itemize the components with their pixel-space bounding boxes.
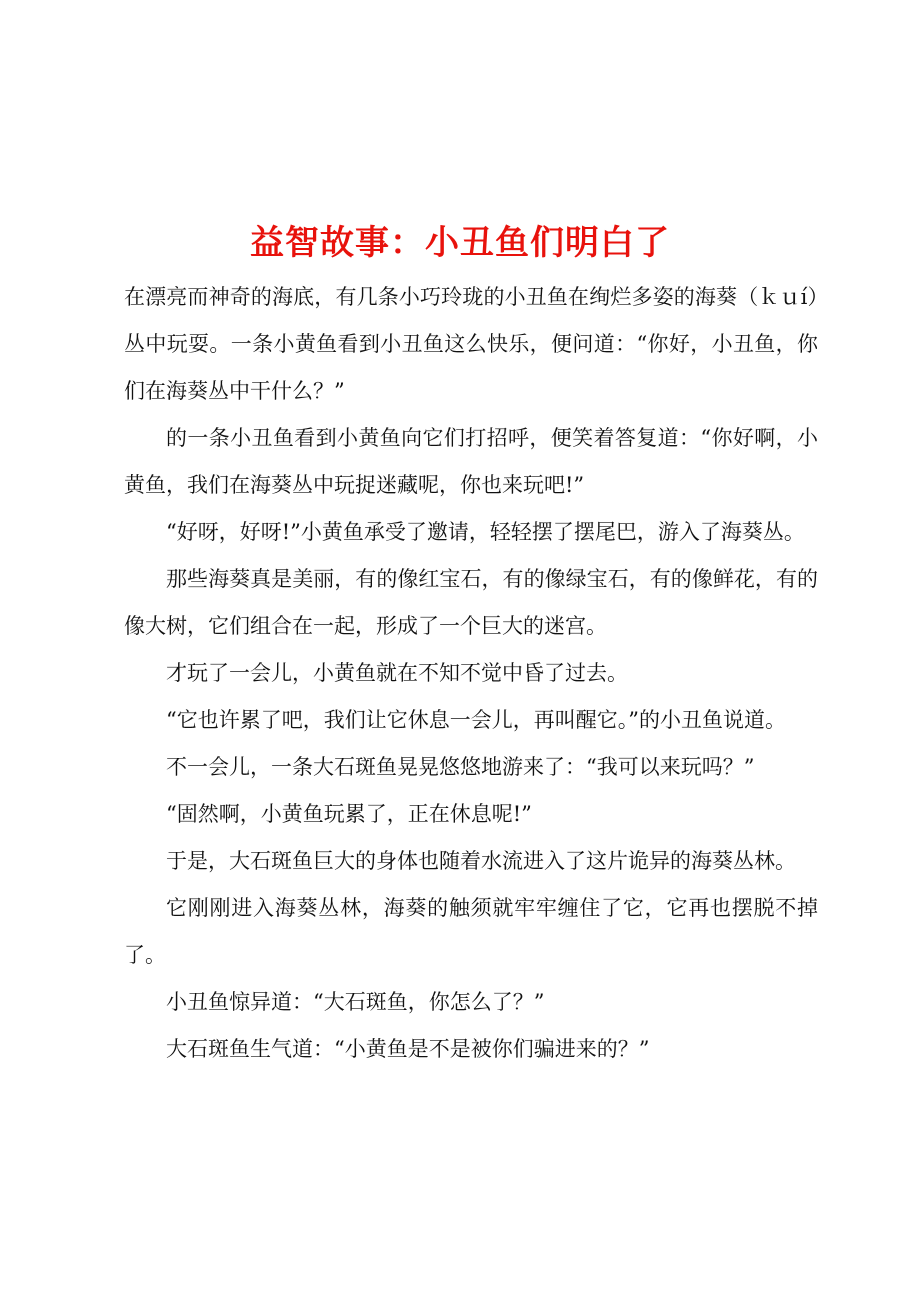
paragraph: 才玩了一会儿，小黄鱼就在不知不觉中昏了过去。 <box>166 661 628 685</box>
paragraph: 它刚刚进入海葵丛林，海葵的触须就牢牢缠住了它，它再也摆脱不掉了。 <box>124 896 818 967</box>
paragraph: “好呀，好呀!”小黄鱼承受了邀请，轻轻摆了摆尾巴，游入了海葵丛。 <box>166 520 805 544</box>
paragraph: 的一条小丑鱼看到小黄鱼向它们打招呼，便笑着答复道：“你好啊，小黄鱼，我们在海葵丛中玩捉迷藏呢，你也来玩吧!” <box>124 426 818 497</box>
paragraph: 大石斑鱼生气道：“小黄鱼是不是被你们骗进来的？” <box>166 1037 650 1061</box>
paragraph: “固然啊，小黄鱼玩累了，正在休息呢!” <box>166 802 532 826</box>
paragraph: 那些海葵真是美丽，有的像红宝石，有的像绿宝石，有的像鲜花，有的像大树，它们组合在一起，形成了一个巨大的迷宫。 <box>124 567 818 638</box>
paragraph: “它也许累了吧，我们让它休息一会儿，再叫醒它。”的小丑鱼说道。 <box>166 708 786 732</box>
paragraph: 于是，大石斑鱼巨大的身体也随着水流进入了这片诡异的海葵丛林。 <box>166 849 796 873</box>
paragraph: 不一会儿，一条大石斑鱼晃晃悠悠地游来了：“我可以来玩吗？” <box>166 755 755 779</box>
document-title: 益智故事：小丑鱼们明白了 <box>250 222 670 263</box>
paragraph: 在漂亮而神奇的海底，有几条小巧玲珑的小丑鱼在绚烂多姿的海葵（ｋｕí）丛中玩耍。一条小黄鱼看到小丑鱼这么快乐，便问道：“你好，小丑鱼，你们在海葵丛中干什么？” <box>124 285 818 403</box>
document-body <box>124 274 818 1073</box>
paragraph: 小丑鱼惊异道：“大石斑鱼，你怎么了？” <box>166 990 545 1014</box>
